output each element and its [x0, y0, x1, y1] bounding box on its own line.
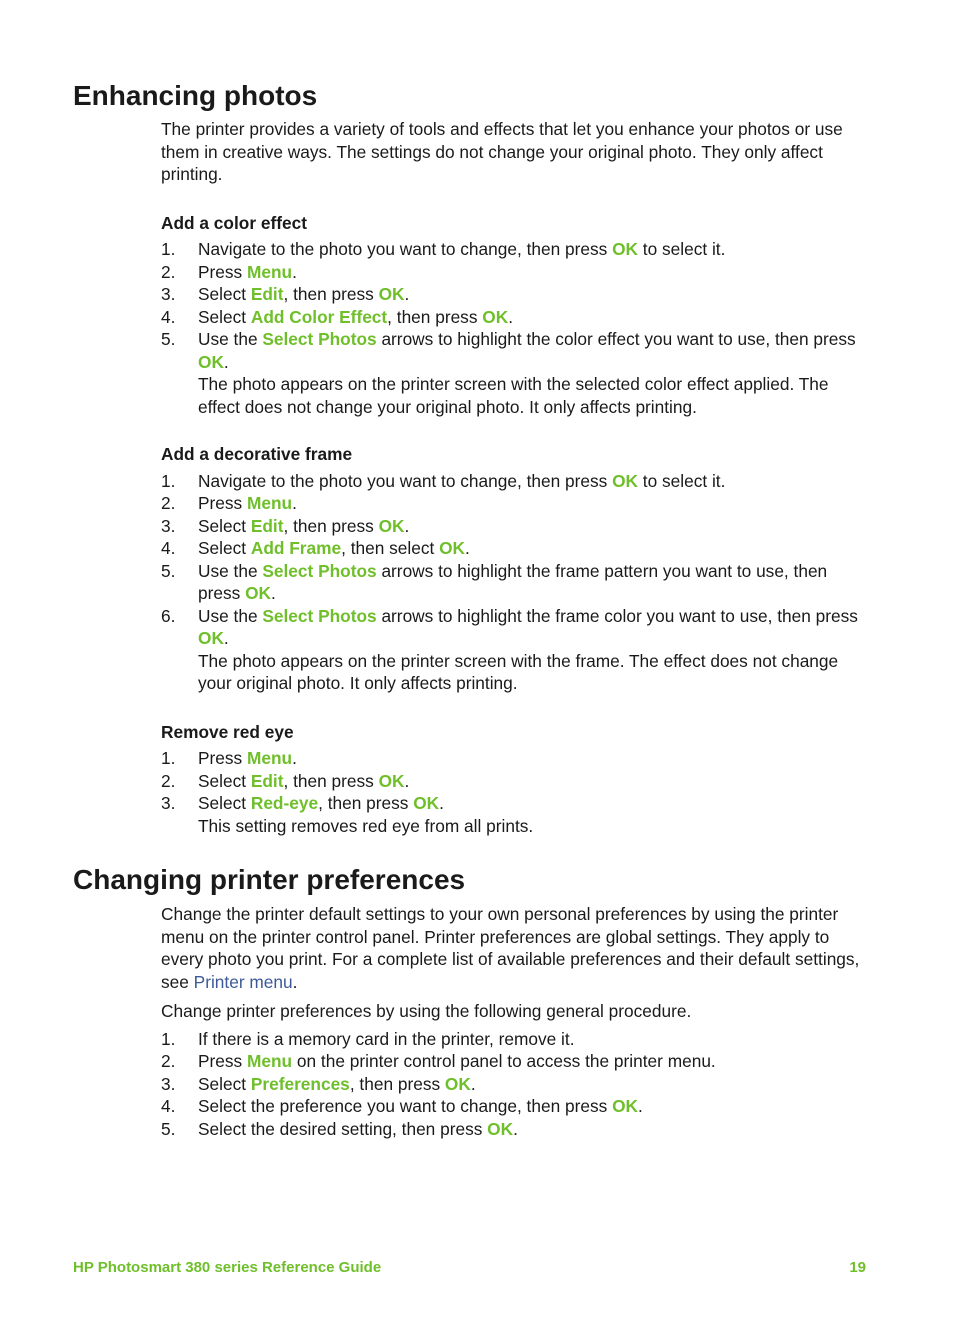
step-item: [161, 560, 861, 605]
step-item: [161, 261, 861, 284]
enhancing-photos-section: [161, 118, 861, 837]
frame-steps: [161, 470, 861, 695]
subheading-color-effect: Add a color effect: [161, 212, 307, 233]
ui-control-name: OK: [444, 1073, 471, 1094]
procedure-text: Change printer preferences by using the following general procedure.: [161, 1001, 692, 1021]
step-item: [161, 328, 861, 418]
step-text: .: [465, 538, 470, 558]
step-text: .: [508, 306, 514, 327]
ui-control-name: Select Photos: [262, 560, 377, 581]
step-text: Press: [198, 261, 247, 282]
ui-control-name: OK: [413, 793, 440, 813]
step-text: arrows to highlight the frame color you want to use, then press: [376, 605, 858, 626]
footer-guide-title: HP Photosmart 380 series Reference Guide: [73, 1259, 382, 1276]
footer-page-number: 19: [849, 1259, 866, 1276]
step-text: Press: [198, 748, 247, 768]
step-text: Select: [198, 793, 251, 813]
step-text: Select: [198, 515, 251, 536]
step-note: This setting removes red eye from all prints.: [198, 815, 534, 836]
step-number: 1.: [161, 748, 176, 768]
preferences-steps: [161, 1028, 861, 1141]
printer-menu-link[interactable]: Printer menu: [193, 971, 293, 992]
printer-preferences-section: [161, 903, 861, 1140]
step-text: arrows to highlight the color effect you want to use, then press: [376, 329, 856, 349]
step-text: .: [404, 770, 410, 791]
enhancing-photos-intro: The printer provides a variety of tools and effects that let you enhance your photos or use them in creative ways. The settings do not change your original photo. They only affect printing.: [161, 119, 843, 184]
step-text: Use the: [198, 605, 263, 626]
subheading-red-eye: Remove red eye: [161, 721, 294, 742]
step-note: The photo appears on the printer screen with the selected color effect applied. The effect does not change your original photo. It only affects printing.: [198, 374, 829, 417]
step-text: , then press: [283, 284, 379, 304]
step-text: Press: [198, 1051, 247, 1071]
subheading-decorative-frame: Add a decorative frame: [161, 444, 353, 464]
ui-control-name: Menu: [246, 1051, 293, 1071]
step-text: .: [292, 261, 297, 282]
ui-control-name: OK: [612, 470, 638, 491]
step-text: , then press: [349, 1073, 445, 1094]
step-number: 2.: [161, 1051, 176, 1071]
red-eye-steps: [161, 747, 861, 837]
step-text: to select it.: [638, 470, 726, 491]
step-text: .: [404, 515, 410, 536]
step-text: .: [404, 284, 410, 304]
step-text: .: [292, 493, 297, 513]
step-item: [161, 605, 861, 695]
step-item: [161, 283, 861, 306]
ui-control-name: Menu: [246, 261, 293, 282]
step-text: Press: [198, 493, 247, 513]
ui-control-name: OK: [198, 628, 224, 648]
step-number: 6.: [161, 605, 176, 626]
step-text: to select it.: [638, 239, 726, 259]
step-text: Select: [198, 306, 251, 327]
ui-control-name: Add Color Effect: [250, 306, 388, 327]
step-text: Select: [198, 1073, 251, 1094]
step-number: 3.: [161, 515, 176, 536]
step-item: [161, 492, 861, 515]
step-text: , then select: [341, 538, 440, 558]
step-text: , then press: [318, 793, 414, 813]
step-text: Navigate to the photo you want to change, then press: [198, 470, 613, 491]
ui-control-name: OK: [378, 770, 405, 791]
step-item: [161, 1073, 861, 1096]
step-item: [161, 306, 861, 329]
ui-control-name: OK: [439, 538, 466, 558]
ui-control-name: Edit: [250, 770, 284, 791]
ui-control-name: Select Photos: [262, 329, 377, 349]
step-item: [161, 1028, 861, 1051]
ui-control-name: OK: [378, 284, 405, 304]
step-text: Select: [198, 284, 251, 304]
step-number: 3.: [161, 1073, 176, 1094]
step-number: 4.: [161, 306, 176, 327]
step-number: 5.: [161, 1118, 176, 1139]
printer-preferences-intro: Change the printer default settings to your own personal preferences by using the printer menu on the printer control panel. Printer preferences are global settings. They apply to every photo you print. For a complete list of available preferences and their default settings, see Printer menu.: [161, 904, 860, 992]
step-text: .: [270, 583, 276, 603]
step-number: 3.: [161, 284, 176, 304]
step-item: [161, 747, 861, 770]
step-text: Select: [198, 538, 251, 558]
ui-control-name: OK: [612, 1096, 638, 1116]
ui-control-name: Menu: [246, 748, 293, 768]
ui-control-name: OK: [245, 583, 271, 603]
step-number: 2.: [161, 493, 176, 513]
step-text: Select: [198, 770, 251, 791]
step-text: .: [223, 628, 229, 648]
ui-control-name: OK: [378, 515, 405, 536]
step-text: , then press: [283, 515, 379, 536]
step-text: Use the: [198, 560, 263, 581]
ui-control-name: OK: [198, 351, 224, 372]
step-item: [161, 537, 861, 560]
step-text: .: [637, 1096, 643, 1116]
ui-control-name: Preferences: [250, 1073, 350, 1094]
ui-control-name: Red-eye: [250, 793, 319, 813]
ui-control-name: Menu: [246, 493, 293, 513]
step-text: Navigate to the photo you want to change, then press: [198, 239, 613, 259]
step-item: [161, 470, 861, 493]
step-item: [161, 238, 861, 261]
step-text: on the printer control panel to access the printer menu.: [292, 1051, 716, 1071]
step-number: 1.: [161, 1028, 176, 1049]
ui-control-name: Add Frame: [250, 538, 342, 558]
step-text: Use the: [198, 329, 263, 349]
step-note: The photo appears on the printer screen with the frame. The effect does not change your original photo. It only affects printing.: [198, 650, 839, 693]
step-text: .: [292, 748, 297, 768]
step-text: Select the desired setting, then press: [198, 1118, 488, 1139]
step-number: 5.: [161, 560, 176, 581]
step-number: 4.: [161, 538, 176, 558]
step-item: [161, 1095, 861, 1118]
step-item: [161, 1118, 861, 1141]
section-title-enhancing-photos: Enhancing photos: [73, 80, 318, 111]
ui-control-name: OK: [487, 1118, 514, 1139]
step-number: 4.: [161, 1096, 176, 1116]
step-item: [161, 792, 861, 837]
section-title-printer-preferences: Changing printer preferences: [73, 864, 466, 895]
step-text: .: [439, 793, 444, 813]
step-number: 3.: [161, 793, 176, 813]
ui-control-name: Edit: [250, 515, 284, 536]
step-text: arrows to highlight the frame pattern you want to use, then press: [198, 560, 828, 603]
step-text: Select the preference you want to change, then press: [198, 1096, 613, 1116]
step-text: .: [513, 1118, 518, 1139]
ui-control-name: OK: [612, 239, 638, 259]
step-item: [161, 515, 861, 538]
step-item: [161, 1050, 861, 1073]
step-text: , then press: [283, 770, 379, 791]
ui-control-name: OK: [482, 306, 509, 327]
step-number: 1.: [161, 239, 176, 259]
step-number: 2.: [161, 261, 176, 282]
step-text: , then press: [387, 306, 483, 327]
step-number: 2.: [161, 770, 176, 791]
ui-control-name: Edit: [250, 284, 284, 304]
step-number: 1.: [161, 470, 176, 491]
step-text: .: [470, 1073, 476, 1094]
color-effect-steps: [161, 238, 861, 418]
step-item: [161, 770, 861, 793]
step-text: If there is a memory card in the printer, remove it.: [198, 1028, 575, 1049]
step-number: 5.: [161, 329, 176, 349]
ui-control-name: Select Photos: [262, 605, 377, 626]
step-text: .: [223, 351, 229, 372]
